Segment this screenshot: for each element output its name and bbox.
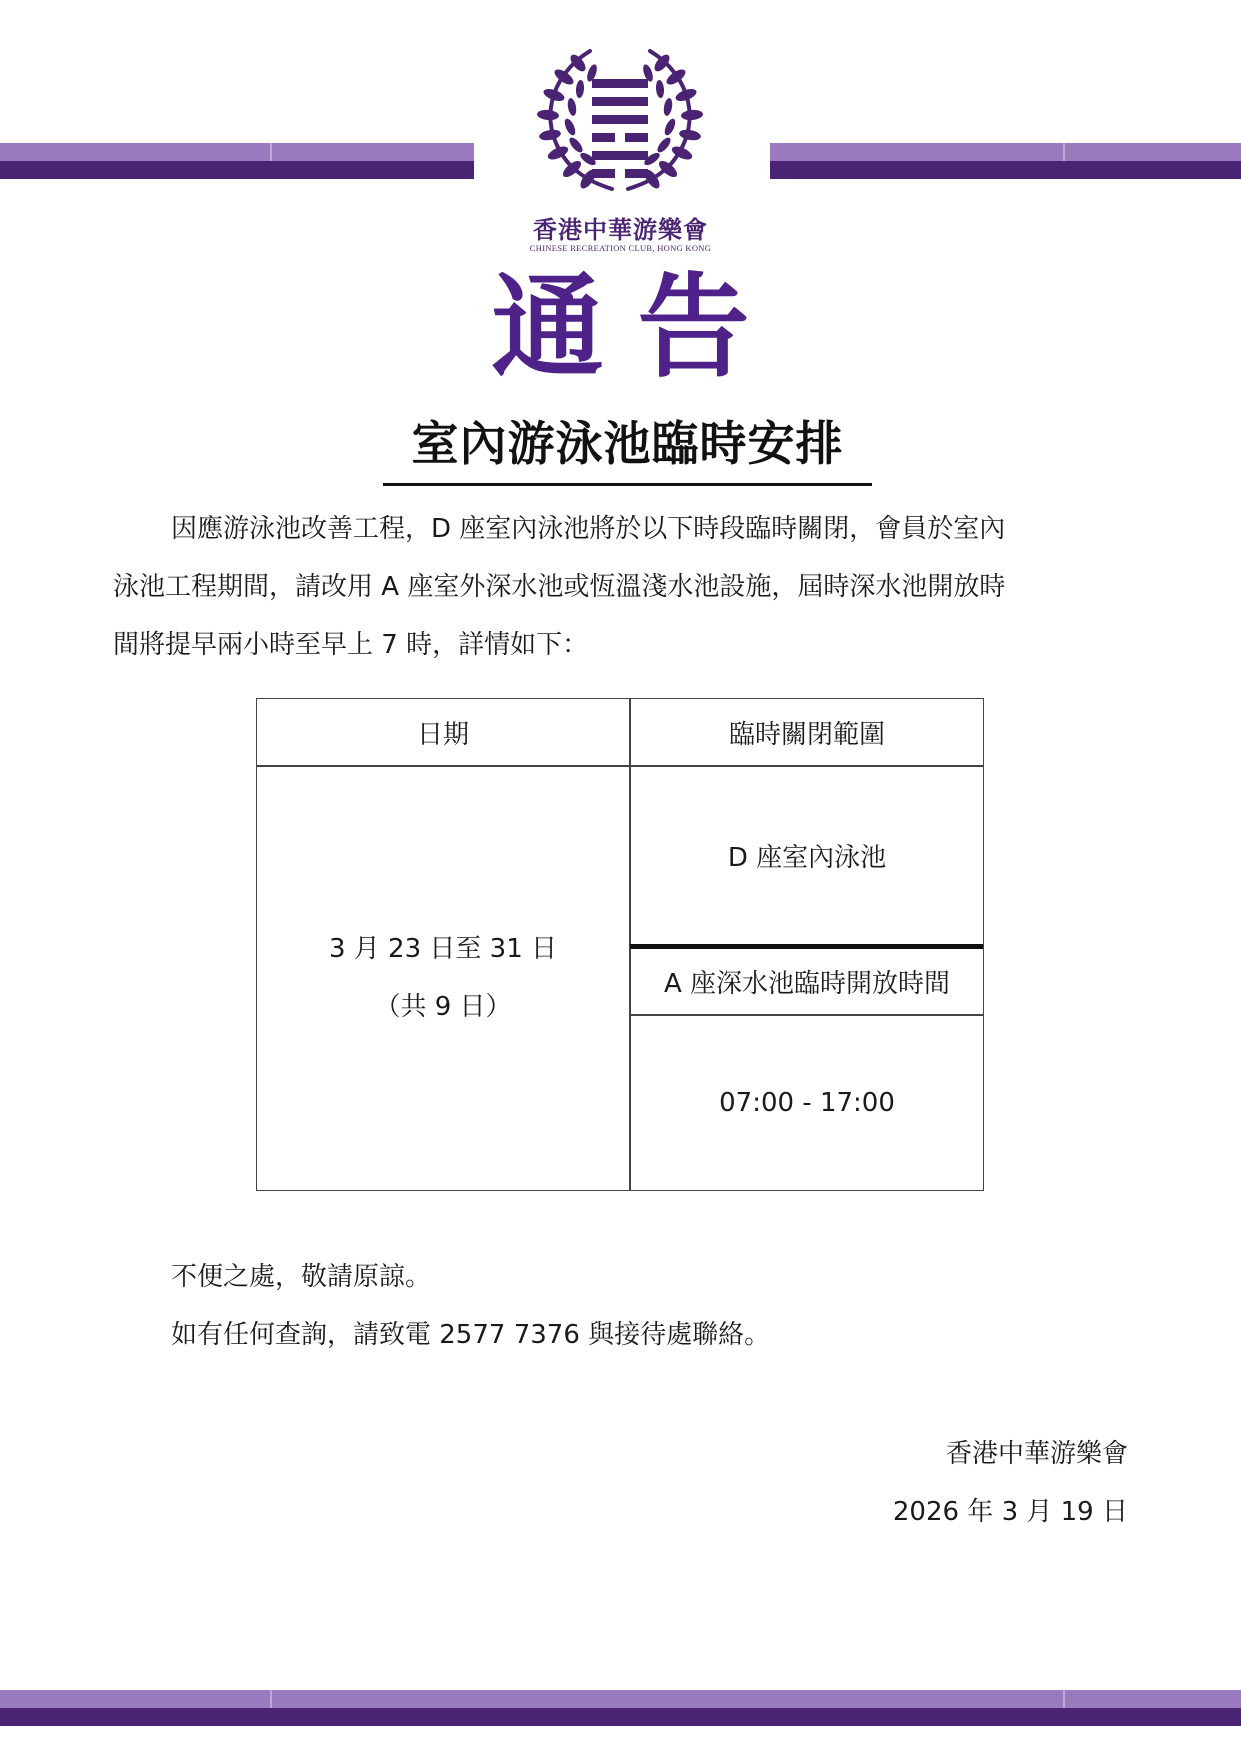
table-header-date (257, 699, 629, 765)
notice-subtitle: 室內游泳池臨時安排 (411, 417, 844, 472)
date-day-count: （共 9 日） (374, 992, 512, 1022)
closed-facility: D 座室內泳池 (727, 842, 887, 873)
top-left-band (0, 143, 474, 179)
subtitle-underline (383, 483, 872, 486)
intro-line-3: 間將提早兩小時至早上 7 時，詳情如下： (113, 630, 589, 660)
intro-paragraph (113, 500, 1123, 674)
enquiry-text: 如有任何查詢，請致電 2577 7376 與接待處聯絡。 (171, 1320, 771, 1350)
signature-name: 香港中華游樂會 (945, 1439, 1128, 1469)
table-cell-hours-label (631, 949, 983, 1014)
notice-heading: 通告 (491, 263, 784, 393)
laurel-wreath-trigram-logo-icon (530, 45, 710, 195)
date-range: 3 月 23 日至 31 日 (328, 934, 558, 964)
closure-schedule-table (256, 698, 984, 1191)
table-header-scope (631, 699, 983, 765)
hours-label: A 座深水池臨時開放時間 (663, 969, 951, 999)
table-header-date-label: 日期 (416, 719, 469, 750)
hours-value: 07:00 - 17:00 (719, 1088, 895, 1118)
intro-line-1: 因應游泳池改善工程，D 座室內泳池將於以下時段臨時關閉，會員於室內 (171, 514, 1006, 544)
table-cell-date (257, 766, 629, 1190)
club-name-english: CHINESE RECREATION CLUB, HONG KONG (529, 243, 712, 253)
intro-line-2: 泳池工程期間，請改用 A 座室外深水池或恆溫淺水池設施，屆時深水池開放時 (113, 572, 1006, 602)
club-name-chinese: 香港中華游樂會 (533, 215, 708, 244)
table-cell-hours-value (631, 1016, 983, 1190)
top-right-band (770, 143, 1241, 179)
bottom-band (0, 1690, 1241, 1726)
signature-date: 2026 年 3 月 19 日 (892, 1497, 1128, 1527)
apology-text: 不便之處，敬請原諒。 (171, 1262, 432, 1292)
table-cell-closed-facility (631, 766, 983, 944)
table-header-scope-label: 臨時關閉範圍 (728, 719, 885, 750)
